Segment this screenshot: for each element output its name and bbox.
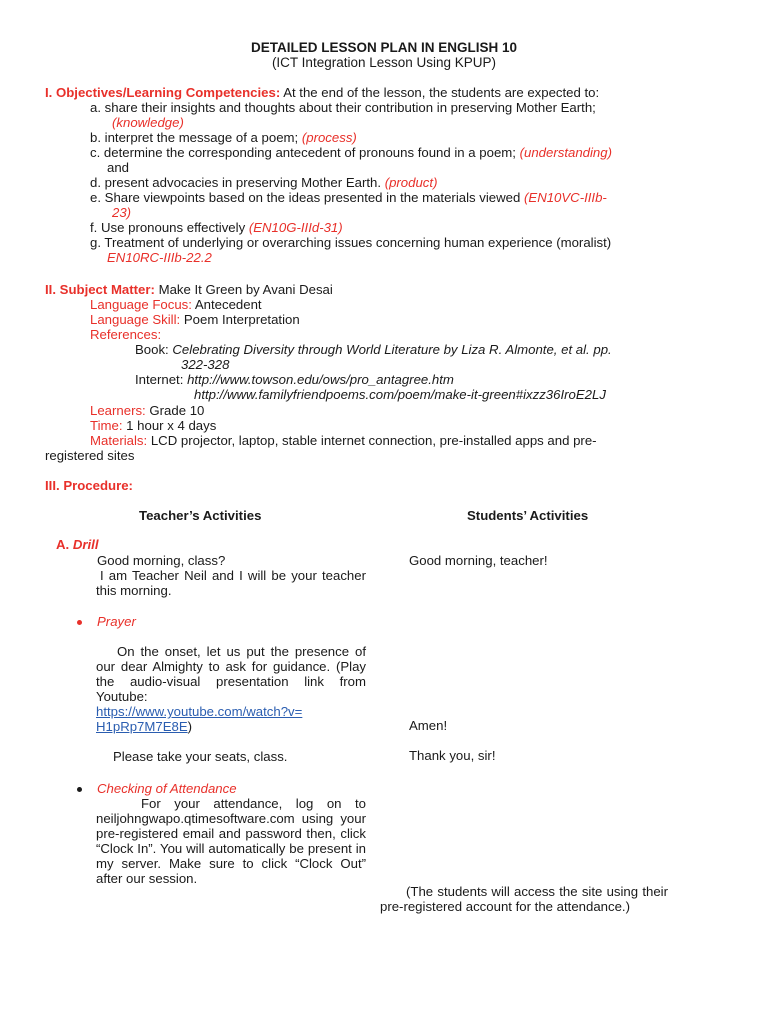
learners: [90, 403, 204, 418]
objective-f-tag: (EN10G-IIId-31): [248, 220, 343, 235]
subject-matter-title: Make It Green by Avani Desai: [158, 282, 333, 297]
teacher-seats: Please take your seats, class.: [113, 749, 288, 764]
time-label: Time:: [90, 418, 123, 433]
learners-label: Learners:: [90, 403, 146, 418]
language-focus-label: Language Focus:: [90, 297, 192, 312]
prayer-close-paren: ): [187, 719, 193, 734]
objective-e-tag: (EN10VC-IIIb-: [524, 190, 607, 205]
book-pages: 322-328: [181, 357, 230, 372]
materials-label: Materials:: [90, 433, 148, 448]
objective-c: [90, 145, 612, 160]
student-greeting: Good morning, teacher!: [409, 553, 548, 568]
page-title: DETAILED LESSON PLAN IN ENGLISH 10: [250, 40, 518, 55]
objective-e-tag-cont: 23): [112, 205, 132, 220]
objective-e-text: e. Share viewpoints based on the ideas presented in the materials viewed: [90, 190, 521, 205]
prayer-bullet: [77, 620, 82, 625]
prayer-label: Prayer: [97, 614, 136, 629]
objective-b-tag: (process): [301, 130, 357, 145]
subject-matter-line: [45, 282, 333, 297]
teacher-greeting-2: I am Teacher Neil and I will be your teacher this morning.: [96, 568, 366, 598]
subject-matter-heading: II. Subject Matter:: [45, 282, 155, 297]
objective-c-text: c. determine the corresponding antecedent of pronouns found in a poem;: [90, 145, 516, 160]
reference-book: [135, 342, 612, 357]
prayer-video-link-2[interactable]: H1pRp7M7E8E: [96, 719, 188, 734]
objective-a-tag: (knowledge): [112, 115, 184, 130]
objective-f: [90, 220, 343, 235]
language-focus: [90, 297, 262, 312]
objective-b: [90, 130, 357, 145]
objective-c-tag: (understanding): [519, 145, 612, 160]
learners-value: Grade 10: [149, 403, 205, 418]
objectives-intro-line: [45, 85, 599, 100]
objectives-intro: At the end of the lesson, the students are expected to:: [283, 85, 600, 100]
materials-value: LCD projector, laptop, stable internet connection, pre-installed apps and pre-: [150, 433, 597, 448]
student-thanks: Thank you, sir!: [409, 748, 496, 763]
objective-a: a. share their insights and thoughts about their contribution in preserving Mother Earth;: [90, 100, 596, 115]
objectives-heading: I. Objectives/Learning Competencies:: [45, 85, 281, 100]
teacher-activities-header: Teacher’s Activities: [139, 508, 262, 523]
internet-url-2: http://www.familyfriendpoems.com/poem/make-it-green#ixzz36IroE2LJ: [194, 387, 606, 402]
time-value: 1 hour x 4 days: [126, 418, 217, 433]
internet-url-1: http://www.towson.edu/ows/pro_antagree.htm: [187, 372, 454, 387]
objective-e: [90, 190, 607, 205]
prayer-link-line-2: [96, 719, 192, 734]
reference-internet: [135, 372, 454, 387]
book-title: Celebrating Diversity through World Literature by Liza R. Almonte, et al. pp.: [172, 342, 612, 357]
objective-g: g. Treatment of underlying or overarching issues concerning human experience (moralist): [90, 235, 612, 250]
objective-b-text: b. interpret the message of a poem;: [90, 130, 299, 145]
materials: [90, 433, 597, 448]
objective-c-and: and: [107, 160, 130, 175]
prayer-link-line-1: [96, 704, 302, 719]
page-subtitle: (ICT Integration Lesson Using KPUP): [271, 55, 497, 70]
book-label: Book:: [135, 342, 169, 357]
language-skill-value: Poem Interpretation: [183, 312, 300, 327]
objective-d-tag: (product): [384, 175, 438, 190]
internet-label: Internet:: [135, 372, 184, 387]
objective-g-tag: EN10RC-IIIb-22.2: [107, 250, 212, 265]
objective-f-text: f. Use pronouns effectively: [90, 220, 246, 235]
objective-d: [90, 175, 437, 190]
attendance-label: Checking of Attendance: [97, 781, 237, 796]
materials-cont: registered sites: [45, 448, 135, 463]
objective-d-text: d. present advocacies in preserving Mother Earth.: [90, 175, 382, 190]
student-amen: Amen!: [409, 718, 448, 733]
drill-letter: A.: [56, 537, 70, 552]
language-skill-label: Language Skill:: [90, 312, 181, 327]
references-label: References:: [90, 327, 162, 342]
drill-label: Drill: [72, 537, 99, 552]
language-skill: [90, 312, 300, 327]
teacher-greeting-1: Good morning, class?: [97, 553, 226, 568]
drill-heading: [56, 537, 99, 552]
procedure-heading: III. Procedure:: [45, 478, 133, 493]
student-attendance: (The students will access the site using their pre-registered account for the attendance.): [380, 884, 668, 914]
prayer-video-link-1[interactable]: https://www.youtube.com/watch?v=: [96, 704, 303, 719]
language-focus-value: Antecedent: [194, 297, 262, 312]
attendance-bullet: [77, 787, 82, 792]
teacher-prayer: On the onset, let us put the presence of our dear Almighty to ask for guidance. (Play the audio-visual presentation link from Youtube:: [96, 644, 366, 704]
student-activities-header: Students’ Activities: [467, 508, 589, 523]
time: [90, 418, 216, 433]
teacher-attendance: For your attendance, log on to neiljohngwapo.qtimesoftware.com using your pre-registered email and password then, click “Clock In”. You will automatically be present in my server. Make sure to click “Clock Out” after our session.: [96, 796, 366, 886]
